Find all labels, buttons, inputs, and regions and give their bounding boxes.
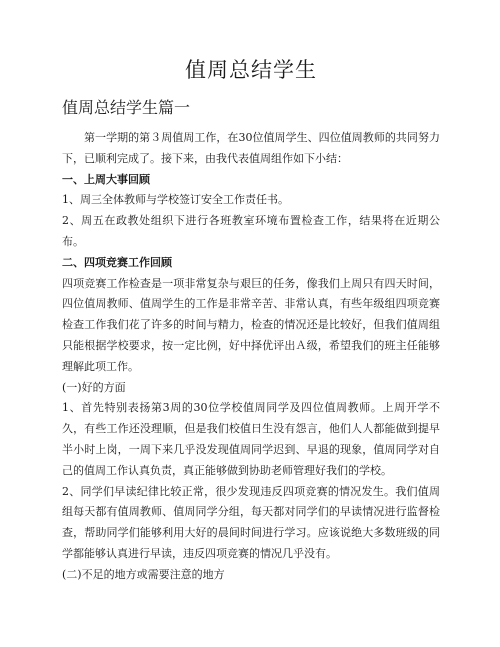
section-title: 值周总结学生篇一 [62,98,191,117]
list-item: 1、首先特别表扬第3周的30位学校值周同学及四位值周教师。上周开学不久，有些工作还没理顺，但是我们校值日生没有怨言，他们人人都能做到提早半小时上岗，一周下来几乎没发现值周同学迟到、早退的现象，值周同学对自己的值周工作认真负责，真正能够做到协助老师管理好我们的学校。 [62,401,440,477]
intro-paragraph: 第一学期的第３周值周工作，在30位值周学生、四位值周教师的共同努力下，已顺利完成了。接下来，由我代表值周组作如下小结： [62,131,440,165]
heading-competition-review: 二、四项竞赛工作回顾 [62,255,172,269]
list-item: 2、同学们早读纪律比较正常，很少发现违反四项竞赛的情况发生。我们值周组每天都有值周教师、值周同学分组，每天都对同学们的早读情况进行监督检查，帮助同学们能够利用大好的晨间时间进行学习。应该说绝大多数班级的同学都能够认真进行早读，违反四项竞赛的情况几乎没有。 [62,484,440,560]
list-item: 1、周三全体教师与学校签订安全工作责任书。 [62,193,289,207]
subheading-shortcomings: (二)不足的地方或需要注意的地方 [62,567,225,581]
document-title: 值周总结学生 [185,58,317,82]
subheading-good-aspects: (一)好的方面 [62,380,126,394]
heading-weekly-review: 一、上周大事回顾 [62,172,150,186]
document-body [62,128,440,586]
body-paragraph: 四项竞赛工作检查是一项非常复杂与艰巨的任务，像我们上周只有四天时间，四位值周教师、值周学生的工作是非常辛苦、非常认真，有些年级组四项竞赛检查工作我们花了许多的时间与精力，检查的情况还是比较好，但我们值周组只能根据学校要求，按一定比例，好中择优评出Ａ级，希望我们的班主任能够理解此项工作。 [62,276,440,373]
list-item: 2、周五在政教处组织下进行各班教室环境布置检查工作，结果将在近期公布。 [62,214,440,248]
